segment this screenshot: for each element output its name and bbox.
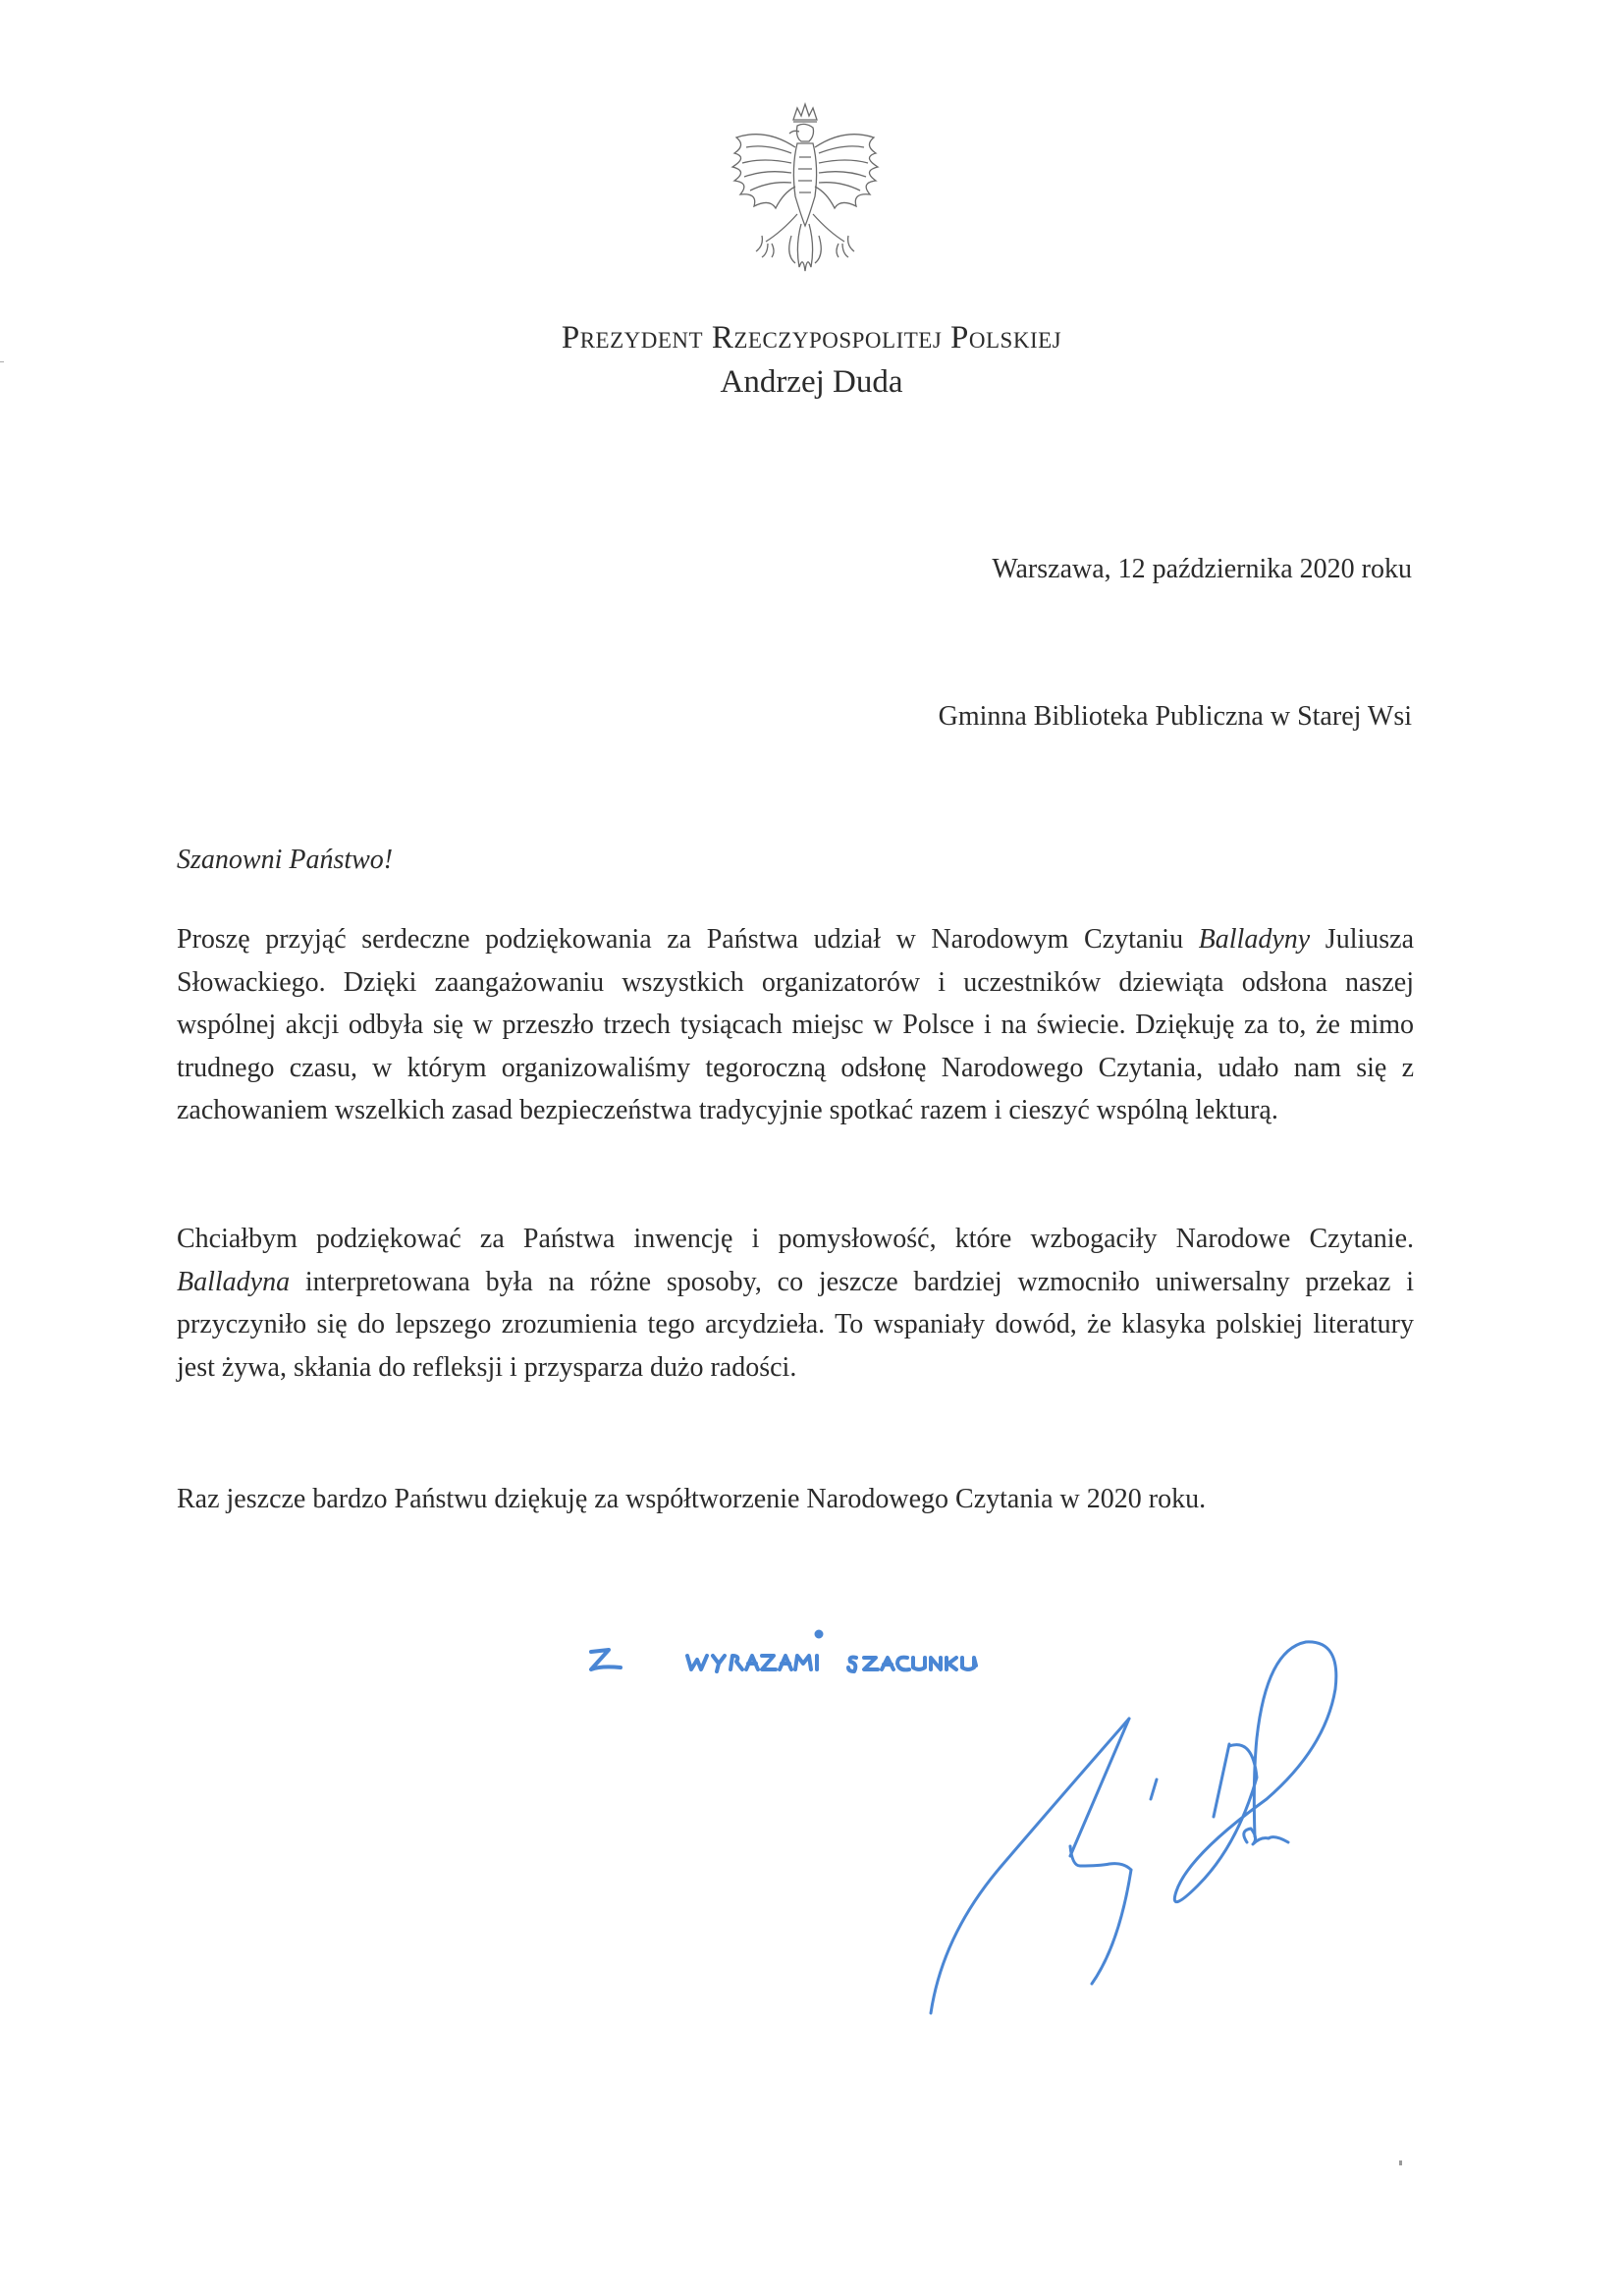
date-line: Warszawa, 12 października 2020 roku [992, 554, 1412, 584]
letterhead [0, 316, 1623, 405]
office-title: Prezydent Rzeczypospolitej Polskiej [561, 320, 1062, 355]
paragraph-3-text: Raz jeszcze bardzo Państwu dziękuję za współtworzenie Narodowego Czytania w 2020 roku. [177, 1484, 1207, 1514]
scan-speck [1399, 2160, 1402, 2165]
paragraph-1 [177, 918, 1414, 1132]
signature-icon [913, 1620, 1345, 2072]
book-title: Balladyny [1198, 924, 1311, 955]
paragraph-3 [177, 1478, 1414, 1521]
paragraph-2-text-a: Chciałbym podziękować za Państwa inwencję i pomysłowość, które wzbogaciły Narodowe Czytanie. [177, 1224, 1414, 1254]
paragraph-2-text-b: interpretowana była na różne sposoby, co jeszcze bardziej wzmocniło uniwersalny przekaz i przyczyniło się do lepszego zrozumienia tego arcydzieła. To wspaniały dowód, że klasyka polskiej literatury jest żywa, skłania do refleksji i przysparza dużo radości. [177, 1266, 1414, 1383]
paragraph-2 [177, 1218, 1414, 1389]
salutation: Szanowni Państwo! [177, 845, 394, 875]
book-title: Balladyna [177, 1266, 291, 1297]
sender-name: Andrzej Duda [720, 364, 903, 400]
paragraph-1-text-b: Juliusza Słowackiego. Dzięki zaangażowaniu wszystkich organizatorów i uczestników dziewiąta odsłona naszej wspólnej akcji odbyła się w przeszło trzech tysiącach miejsc w Polsce i na świecie. Dziękuję za to, że mimo trudnego czasu, w którym organizowaliśmy tegoroczną odsłonę Narodowego Czytania, udało nam się z zachowaniem wszelkich zasad bezpieczeństwa tradycyjnie spotkać razem i cieszyć wspólną lekturą. [177, 924, 1414, 1125]
polish-eagle-emblem-icon [707, 98, 903, 295]
paragraph-1-text-a: Proszę przyjąć serdeczne podziękowania za Państwa udział w Narodowym Czytaniu [177, 924, 1199, 955]
recipient: Gminna Biblioteka Publiczna w Starej Wsi [938, 701, 1412, 732]
